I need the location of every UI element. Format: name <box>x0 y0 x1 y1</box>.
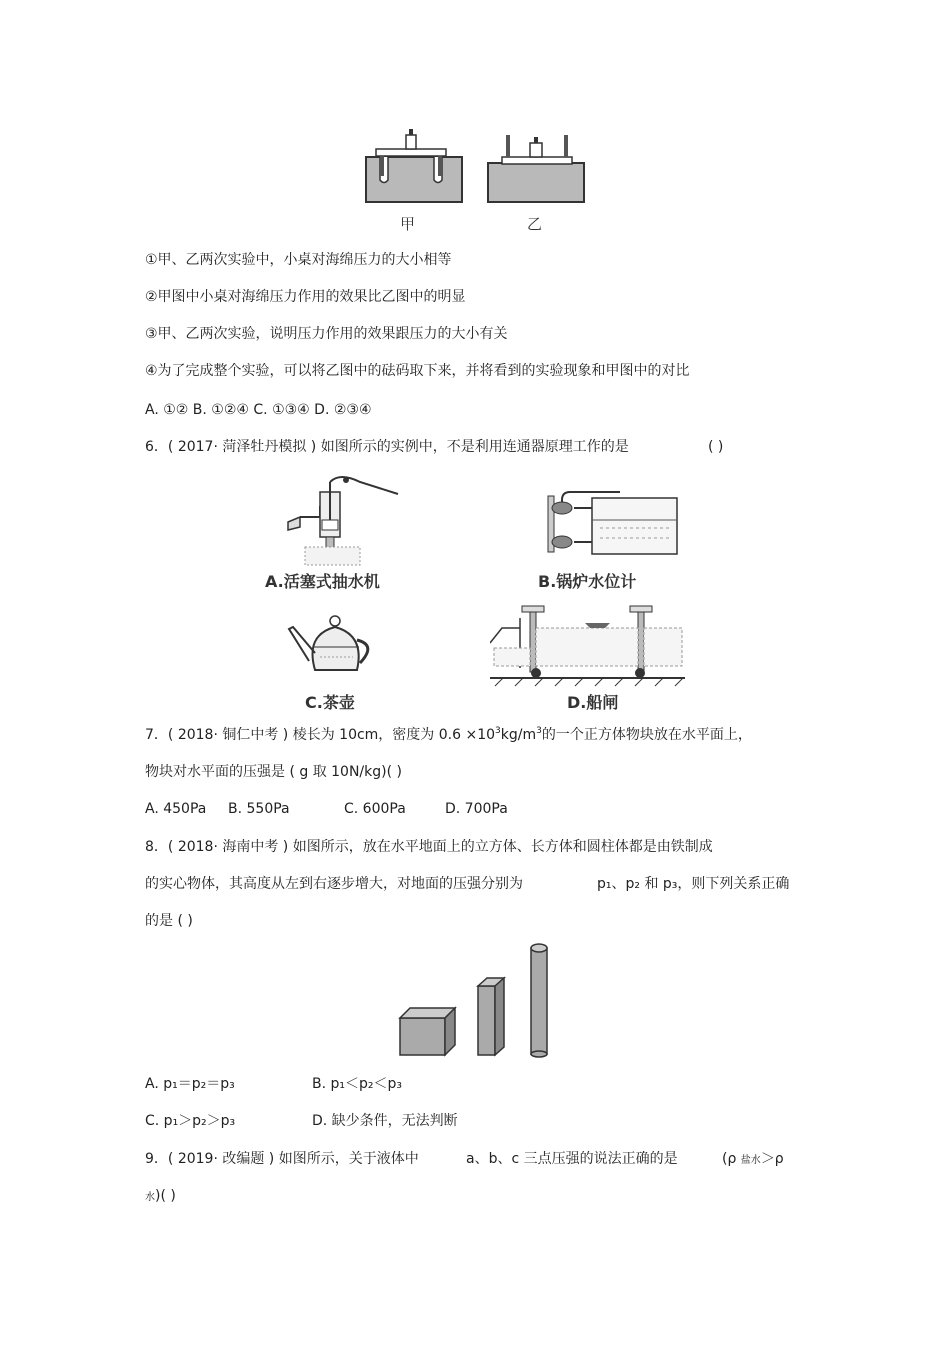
ship-lock-illustration <box>490 598 685 688</box>
sponge-experiment-figure <box>360 125 600 235</box>
q8-stem-line2b: p₁、p₂ 和 p₃，则下列关系正确 <box>597 876 790 892</box>
q8-stem-line3: 的是 ( ) <box>145 913 193 929</box>
caption-d: D.船闸 <box>567 693 619 712</box>
q5-statement-2: ②甲图中小桌对海绵压力作用的效果比乙图中的明显 <box>145 289 466 305</box>
q7-stem-part2: kg/m <box>500 727 537 743</box>
q7-sup-1: 3 <box>495 726 501 736</box>
q8-option-d: D. 缺少条件，无法判断 <box>312 1113 458 1129</box>
q9-stem-end: )( ) <box>155 1188 176 1204</box>
q9-stem-part2: a、b、c 三点压强的说法正确的是 <box>466 1151 678 1167</box>
q7-option-b: B. 550Pa <box>228 801 290 817</box>
q7-stem-part1: 7．( 2018· 铜仁中考 ) 棱长为 10cm，密度为 0.6 ×10 <box>145 727 496 743</box>
boiler-gauge-illustration <box>540 480 680 570</box>
caption-c: C.茶壶 <box>305 693 355 712</box>
q5-statement-1: ①甲、乙两次实验中，小桌对海绵压力的大小相等 <box>145 252 452 268</box>
q9-stem-part1: 9．( 2019· 改编题 ) 如图所示，关于液体中 <box>145 1151 419 1167</box>
q7-option-a: A. 450Pa <box>145 801 207 817</box>
q8-stem-line1: 8．( 2018· 海南中考 ) 如图所示，放在水平地面上的立方体、长方体和圆柱体都是由铁制成 <box>145 839 713 855</box>
q7-sup-2: 3 <box>536 726 542 736</box>
q9-subscript-saltwater: 盐水 <box>740 1155 761 1166</box>
figure-label-jia: 甲 <box>400 215 416 233</box>
q9-stem-part3 <box>722 1150 784 1170</box>
caption-b: B.锅炉水位计 <box>538 572 637 591</box>
piston-pump-illustration <box>280 472 405 567</box>
teapot-illustration <box>285 605 385 685</box>
caption-a: A.活塞式抽水机 <box>265 572 380 591</box>
q6-stem: 6．( 2017· 菏泽牡丹模拟 ) 如图所示的实例中，不是利用连通器原理工作的是 <box>145 439 629 455</box>
q9-subscript-water: 水 <box>145 1192 155 1203</box>
q7-option-c: C. 600Pa <box>344 801 406 817</box>
q8-option-a: A. p₁＝p₂＝p₃ <box>145 1076 235 1092</box>
q9-stem-line2 <box>145 1187 176 1207</box>
q9-rho-compare: ＞ρ <box>760 1151 784 1167</box>
q5-options: A. ①② B. ①②④ C. ①③④ D. ②③④ <box>145 402 372 418</box>
solids-illustration <box>395 940 555 1060</box>
q6-answer-paren: ( ) <box>708 439 724 455</box>
q5-statement-3: ③甲、乙两次实验，说明压力作用的效果跟压力的大小有关 <box>145 326 508 342</box>
q7-option-d: D. 700Pa <box>445 801 508 817</box>
figure-label-yi: 乙 <box>527 215 543 233</box>
q8-stem-line2a: 的实心物体，其高度从左到右逐步增大，对地面的压强分别为 <box>145 876 523 892</box>
q7-stem-line1 <box>145 726 752 746</box>
q9-rho-open: (ρ <box>722 1151 737 1167</box>
q8-option-c: C. p₁＞p₂＞p₃ <box>145 1113 236 1129</box>
q7-stem-part3: 的一个正方体物块放在水平面上， <box>541 727 752 743</box>
q8-option-b: B. p₁＜p₂＜p₃ <box>312 1076 403 1092</box>
q7-stem-line2: 物块对水平面的压强是 ( g 取 10N/kg)( ) <box>145 764 402 780</box>
q5-statement-4: ④为了完成整个实验，可以将乙图中的砝码取下来，并将看到的实验现象和甲图中的对比 <box>145 363 690 379</box>
